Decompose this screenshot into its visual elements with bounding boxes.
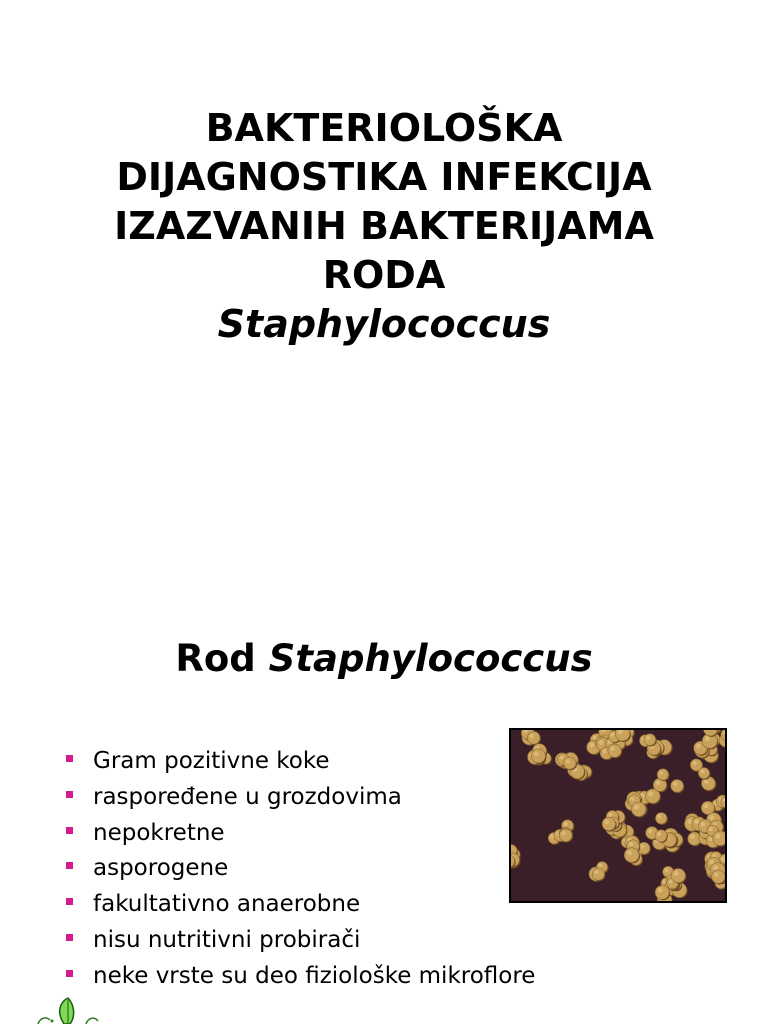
title-line-2: DIJAGNOSTIKA INFEKCIJA: [116, 155, 652, 199]
bullet-text: nisu nutritivni probirači: [93, 926, 361, 953]
title-line-3: IZAZVANIH BAKTERIJAMA: [114, 204, 654, 248]
coccus-cell: [559, 829, 572, 842]
coccus-cell: [592, 868, 604, 880]
leaf-logo-icon: [30, 994, 110, 1024]
list-item: [66, 959, 535, 995]
coccus-cell: [564, 757, 576, 769]
coccus-cell: [712, 870, 725, 884]
bullet-square-icon: [66, 862, 73, 869]
bullet-text: fakultativno anaerobne: [93, 891, 361, 918]
coccus-cell: [671, 869, 685, 883]
coccus-cell: [531, 749, 545, 763]
list-item: [66, 923, 535, 959]
heading-prefix: Rod: [175, 637, 256, 680]
bullet-text: nepokretne: [93, 819, 225, 846]
coccus-cell: [671, 780, 684, 793]
list-item: [66, 851, 535, 887]
coccus-cell: [698, 768, 709, 779]
bullet-square-icon: [66, 934, 73, 941]
slide-title: [40, 104, 728, 349]
title-genus: Staphylococcus: [217, 302, 551, 346]
coccus-cell: [631, 802, 645, 816]
bullet-square-icon: [66, 827, 73, 834]
coccus-cell: [655, 813, 666, 824]
bullet-square-icon: [66, 755, 73, 762]
staphylococcus-micrograph-image: [509, 728, 727, 903]
bullet-square-icon: [66, 898, 73, 905]
list-item: [66, 887, 535, 923]
coccus-cell: [644, 734, 656, 746]
coccus-cell: [655, 830, 667, 842]
list-item: [66, 816, 535, 852]
bullet-list: [66, 744, 535, 995]
bullet-text: asporogene: [93, 855, 229, 882]
title-line-1: BAKTERIOLOŠKA: [205, 106, 563, 150]
bullet-text: raspoređene u grozdovima: [93, 783, 402, 810]
micrograph-canvas: [511, 730, 725, 901]
coccus-cell: [602, 817, 615, 830]
coccus-cell: [608, 744, 621, 757]
coccus-cell: [624, 848, 639, 863]
bullet-square-icon: [66, 970, 73, 977]
title-line-4: RODA: [322, 253, 446, 297]
coccus-cell: [527, 731, 540, 744]
list-item: [66, 780, 535, 816]
bullet-text: Gram pozitivne koke: [93, 748, 330, 774]
coccus-cell: [655, 885, 669, 899]
coccus-cell: [657, 769, 668, 780]
heading-genus: Staphylococcus: [268, 637, 593, 680]
section-heading: [40, 634, 728, 684]
list-item: [66, 744, 535, 780]
bullet-text: neke vrste su deo fiziološke mikroflore: [93, 962, 536, 989]
bullet-square-icon: [66, 791, 73, 798]
